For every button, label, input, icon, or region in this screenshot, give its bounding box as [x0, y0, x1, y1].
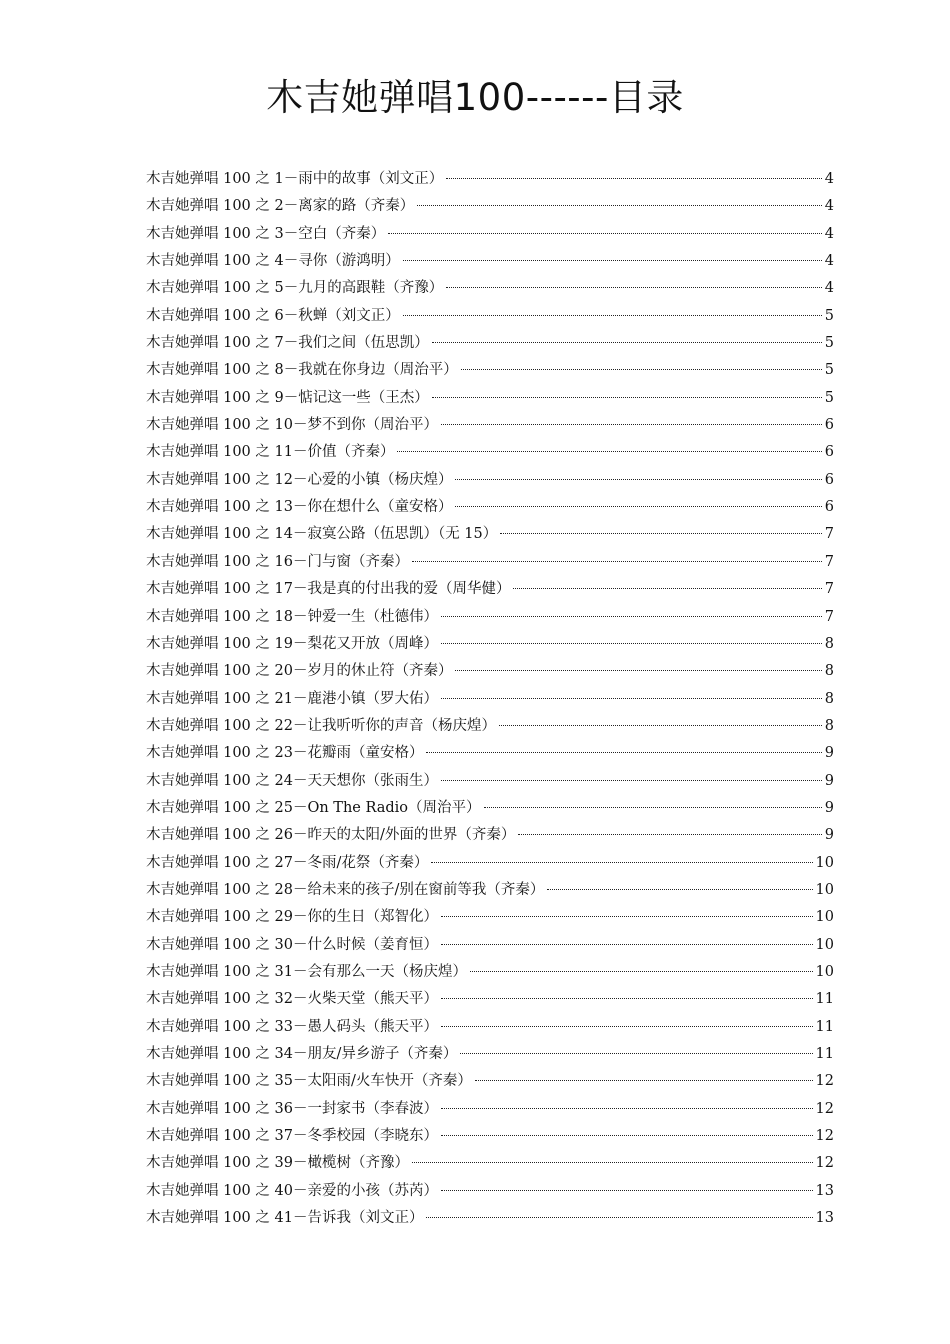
toc-entry-page-number: 6 [824, 471, 834, 488]
toc-entry[interactable] [146, 1041, 834, 1068]
dot-leader [432, 342, 822, 343]
toc-entry-page-number: 7 [824, 581, 834, 598]
toc-entry[interactable] [146, 357, 834, 384]
toc-entry-page-number: 10 [815, 881, 834, 898]
toc-entry-title: 木吉她弹唱 100 之 7－我们之间（伍思凯） [146, 335, 429, 352]
dot-leader [547, 889, 812, 890]
toc-entry[interactable] [146, 795, 834, 822]
dot-leader [460, 1053, 812, 1054]
toc-entry-page-number: 7 [824, 608, 834, 625]
dot-leader [441, 1190, 813, 1191]
toc-entry-page-number: 6 [824, 417, 834, 434]
toc-entry-page-number: 12 [815, 1073, 834, 1090]
toc-entry-title: 木吉她弹唱 100 之 37－冬季校园（李晓东） [146, 1128, 438, 1145]
toc-entry[interactable] [146, 221, 834, 248]
dot-leader [499, 725, 822, 726]
dot-leader [426, 1217, 812, 1218]
toc-entry-title: 木吉她弹唱 100 之 11－价值（齐秦） [146, 444, 395, 461]
toc-entry-title: 木吉她弹唱 100 之 21－鹿港小镇（罗大佑） [146, 690, 438, 707]
toc-entry[interactable] [146, 631, 834, 658]
toc-entry-page-number: 10 [815, 909, 834, 926]
dot-leader [426, 752, 821, 753]
toc-entry-page-number: 10 [815, 936, 834, 953]
toc-entry[interactable] [146, 740, 834, 767]
dot-leader [441, 916, 813, 917]
toc-entry[interactable] [146, 1150, 834, 1177]
dot-leader [403, 260, 822, 261]
toc-entry-title: 木吉她弹唱 100 之 24－天天想你（张雨生） [146, 772, 438, 789]
dot-leader [397, 451, 821, 452]
dot-leader [441, 1026, 813, 1027]
dot-leader [446, 178, 822, 179]
toc-entry-title: 木吉她弹唱 100 之 34－朋友/异乡游子（齐秦） [146, 1046, 458, 1062]
toc-entry-page-number: 5 [824, 335, 834, 352]
toc-entry-title: 木吉她弹唱 100 之 6－秋蝉（刘文正） [146, 307, 400, 324]
toc-entry-title: 木吉她弹唱 100 之 36－一封家书（李春波） [146, 1100, 438, 1117]
dot-leader [470, 971, 813, 972]
toc-entry[interactable] [146, 439, 834, 466]
dot-leader [441, 616, 822, 617]
toc-entry-page-number: 8 [824, 663, 834, 680]
dot-leader [446, 287, 822, 288]
toc-entry[interactable] [146, 1123, 834, 1150]
toc-entry[interactable] [146, 986, 834, 1013]
toc-entry-page-number: 9 [824, 827, 834, 844]
toc-entry[interactable] [146, 385, 834, 412]
toc-entry[interactable] [146, 1205, 834, 1232]
toc-entry-title: 木吉她弹唱 100 之 18－钟爱一生（杜德伟） [146, 608, 438, 625]
toc-entry-page-number: 4 [824, 225, 834, 242]
dot-leader [417, 205, 822, 206]
toc-entry[interactable] [146, 850, 834, 877]
toc-entry-title: 木吉她弹唱 100 之 4－寻你（游鸿明） [146, 253, 400, 270]
toc-entry[interactable] [146, 1068, 834, 1095]
toc-entry-page-number: 11 [815, 1018, 834, 1035]
toc-entry-page-number: 4 [824, 253, 834, 270]
toc-entry-page-number: 9 [824, 772, 834, 789]
toc-entry-title: 木吉她弹唱 100 之 20－岁月的休止符（齐秦） [146, 663, 453, 680]
dot-leader [441, 1108, 813, 1109]
toc-entry-title: 木吉她弹唱 100 之 30－什么时候（姜育恒） [146, 936, 438, 953]
toc-entry-page-number: 4 [824, 171, 834, 187]
toc-entry-page-number: 12 [815, 1100, 834, 1117]
toc-entry-title: 木吉她弹唱 100 之 39－橄榄树（齐豫） [146, 1155, 409, 1172]
toc-entry-title: 木吉她弹唱 100 之 41－告诉我（刘文正） [146, 1210, 424, 1227]
toc-entry[interactable] [146, 686, 834, 713]
dot-leader [441, 780, 822, 781]
toc-entry-title: 木吉她弹唱 100 之 25－On The Radio（周治平） [146, 799, 481, 816]
toc-entry[interactable] [146, 877, 834, 904]
toc-entry[interactable] [146, 330, 834, 357]
toc-entry-page-number: 11 [815, 991, 834, 1008]
toc-entry[interactable] [146, 768, 834, 795]
toc-entry[interactable] [146, 1178, 834, 1205]
toc-entry-title: 木吉她弹唱 100 之 10－梦不到你（周治平） [146, 417, 438, 434]
dot-leader [403, 315, 822, 316]
toc-entry[interactable] [146, 412, 834, 439]
toc-entry-title: 木吉她弹唱 100 之 8－我就在你身边（周治平） [146, 362, 458, 379]
toc-entry-title: 木吉她弹唱 100 之 3－空白（齐秦） [146, 225, 386, 242]
toc-entry-page-number: 12 [815, 1155, 834, 1172]
toc-entry-title: 木吉她弹唱 100 之 5－九月的高跟鞋（齐豫） [146, 280, 444, 297]
dot-leader [431, 862, 812, 863]
toc-entry-title: 木吉她弹唱 100 之 29－你的生日（郑智化） [146, 909, 438, 926]
dot-leader [455, 670, 821, 671]
toc-entry-title: 木吉她弹唱 100 之 22－让我听听你的声音（杨庆煌） [146, 717, 496, 734]
toc-entry-page-number: 8 [824, 690, 834, 707]
toc-entry-title: 木吉她弹唱 100 之 31－会有那么一天（杨庆煌） [146, 963, 467, 980]
toc-entry-title: 木吉她弹唱 100 之 13－你在想什么（童安格） [146, 499, 453, 516]
dot-leader [388, 233, 822, 234]
toc-entry[interactable] [146, 713, 834, 740]
toc-entry-page-number: 5 [824, 389, 834, 406]
toc-entry[interactable] [146, 1096, 834, 1123]
dot-leader [441, 643, 822, 644]
dot-leader [518, 834, 821, 835]
dot-leader [432, 397, 822, 398]
dot-leader [441, 998, 813, 999]
toc-entry-page-number: 4 [824, 198, 834, 215]
toc-entry-title: 木吉她弹唱 100 之 40－亲爱的小孩（苏芮） [146, 1182, 438, 1199]
toc-entry-title: 木吉她弹唱 100 之 2－离家的路（齐秦） [146, 198, 415, 215]
table-of-contents [146, 166, 834, 1232]
toc-entry-title: 木吉她弹唱 100 之 9－惦记这一些（王杰） [146, 389, 429, 406]
dot-leader [441, 424, 822, 425]
dot-leader [484, 807, 822, 808]
toc-entry[interactable] [146, 904, 834, 931]
toc-entry-page-number: 11 [815, 1046, 834, 1062]
toc-entry-title: 木吉她弹唱 100 之 27－冬雨/花祭（齐秦） [146, 854, 429, 871]
toc-entry-page-number: 6 [824, 499, 834, 516]
toc-entry[interactable] [146, 549, 834, 576]
toc-entry-page-number: 7 [824, 526, 834, 543]
dot-leader [412, 561, 822, 562]
toc-entry[interactable] [146, 576, 834, 603]
toc-entry-page-number: 9 [824, 799, 834, 816]
toc-entry-title: 木吉她弹唱 100 之 14－寂寞公路（伍思凯）（无 15） [146, 526, 498, 543]
toc-entry-page-number: 8 [824, 717, 834, 734]
toc-entry-page-number: 4 [824, 280, 834, 297]
toc-entry-page-number: 13 [815, 1182, 834, 1199]
dot-leader [441, 698, 822, 699]
page-title: 木吉她弹唱100------目录 [266, 76, 684, 119]
toc-entry-page-number: 10 [815, 963, 834, 980]
toc-entry-page-number: 5 [824, 362, 834, 379]
toc-entry[interactable] [146, 303, 834, 330]
toc-entry-title: 木吉她弹唱 100 之 35－太阳雨/火车快开（齐秦） [146, 1073, 472, 1090]
toc-entry[interactable] [146, 248, 834, 275]
toc-entry-title: 木吉她弹唱 100 之 19－梨花又开放（周峰） [146, 635, 438, 652]
toc-entry-page-number: 9 [824, 745, 834, 762]
toc-entry[interactable] [146, 193, 834, 220]
toc-entry-page-number: 6 [824, 444, 834, 461]
toc-entry[interactable] [146, 275, 834, 302]
toc-entry[interactable] [146, 494, 834, 521]
toc-entry[interactable] [146, 467, 834, 494]
toc-entry-title: 木吉她弹唱 100 之 12－心爱的小镇（杨庆煌） [146, 471, 453, 488]
toc-entry[interactable] [146, 604, 834, 631]
toc-entry[interactable] [146, 822, 834, 849]
dot-leader [412, 1162, 813, 1163]
dot-leader [441, 944, 813, 945]
toc-entry-page-number: 5 [824, 307, 834, 324]
toc-entry[interactable] [146, 521, 834, 548]
toc-entry-title: 木吉她弹唱 100 之 33－愚人码头（熊天平） [146, 1018, 438, 1035]
toc-entry[interactable] [146, 166, 834, 193]
dot-leader [513, 588, 821, 589]
dot-leader [455, 506, 821, 507]
toc-entry-page-number: 12 [815, 1128, 834, 1145]
toc-entry-page-number: 13 [815, 1210, 834, 1227]
toc-entry-page-number: 8 [824, 635, 834, 652]
toc-entry-title: 木吉她弹唱 100 之 16－门与窗（齐秦） [146, 553, 409, 570]
dot-leader [475, 1080, 813, 1081]
toc-entry-page-number: 7 [824, 553, 834, 570]
toc-entry-title: 木吉她弹唱 100 之 23－花瓣雨（童安格） [146, 745, 424, 762]
toc-entry-title: 木吉她弹唱 100 之 32－火柴天堂（熊天平） [146, 991, 438, 1008]
toc-entry-title: 木吉她弹唱 100 之 28－给未来的孩子/别在窗前等我（齐秦） [146, 881, 545, 898]
toc-entry-page-number: 10 [815, 854, 834, 871]
dot-leader [461, 369, 822, 370]
toc-entry-title: 木吉她弹唱 100 之 1－雨中的故事（刘文正） [146, 171, 444, 187]
toc-entry-title: 木吉她弹唱 100 之 17－我是真的付出我的爱（周华健） [146, 581, 511, 598]
dot-leader [441, 1135, 813, 1136]
toc-entry[interactable] [146, 658, 834, 685]
toc-entry[interactable] [146, 932, 834, 959]
toc-entry-title: 木吉她弹唱 100 之 26－昨天的太阳/外面的世界（齐秦） [146, 827, 516, 844]
toc-entry[interactable] [146, 959, 834, 986]
toc-entry[interactable] [146, 1014, 834, 1041]
dot-leader [455, 479, 821, 480]
dot-leader [500, 533, 822, 534]
